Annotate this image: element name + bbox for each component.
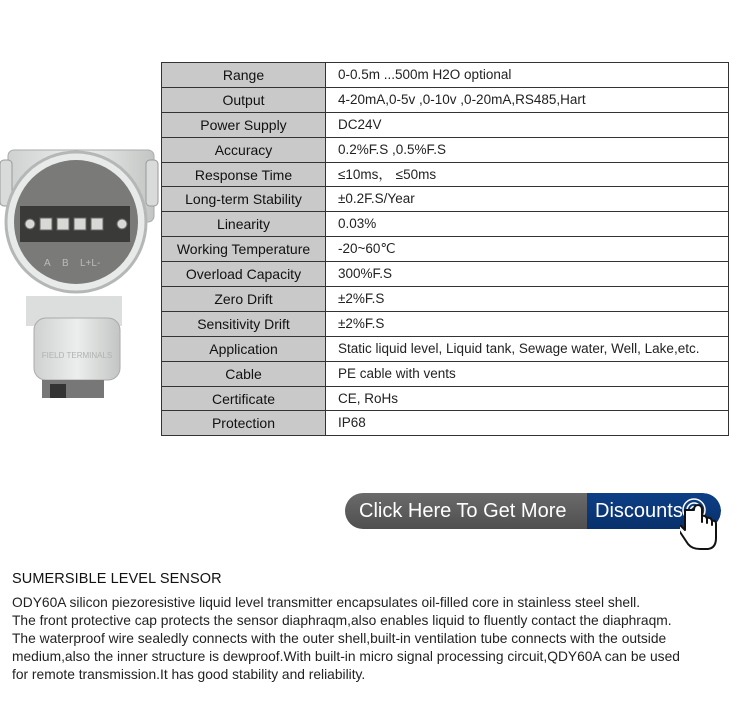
description-line: The front protective cap protects the sensor diaphraqm,also enables liquid to fluently contact the diaphraqm.: [12, 613, 672, 628]
spec-label: Response Time: [162, 162, 326, 187]
spec-label: Application: [162, 336, 326, 361]
spec-label: Working Temperature: [162, 237, 326, 262]
spec-row: [162, 287, 729, 312]
description-line: medium,also the inner structure is dewproof.With built-in micro signal processing circuit,QDY60A can be used: [12, 649, 680, 664]
spec-row: [162, 212, 729, 237]
spec-value: Static liquid level, Liquid tank, Sewage water, Well, Lake,etc.: [326, 336, 729, 361]
spec-row: [162, 237, 729, 262]
pointer-hand-icon: [680, 494, 730, 552]
description-line: The waterproof wire sealedly connects with the outer shell,built-in ventilation tube connects with the outside: [12, 631, 667, 646]
spec-label: Linearity: [162, 212, 326, 237]
spec-value: 0-0.5m ...500m H2O optional: [326, 63, 729, 88]
spec-value: 0.03%: [326, 212, 729, 237]
spec-row: [162, 187, 729, 212]
spec-row: [162, 87, 729, 112]
spec-row: [162, 137, 729, 162]
spec-value: DC24V: [326, 112, 729, 137]
spec-label: Long-term Stability: [162, 187, 326, 212]
cta-left-label: Click Here To Get More: [345, 493, 587, 529]
spec-value: ±0.2F.S/Year: [326, 187, 729, 212]
spec-label: Zero Drift: [162, 287, 326, 312]
description-title: SUMERSIBLE LEVEL SENSOR: [12, 571, 222, 587]
spec-row: [162, 311, 729, 336]
spec-table: [161, 62, 729, 436]
spec-label: Protection: [162, 411, 326, 436]
spec-row: [162, 361, 729, 386]
spec-row: [162, 411, 729, 436]
spec-label: Overload Capacity: [162, 262, 326, 287]
svg-text:A: A: [44, 258, 51, 269]
description-line: ODY60A silicon piezoresistive liquid level transmitter encapsulates oil-filled core in stainless steel shell.: [12, 595, 641, 610]
level-transmitter-image: [0, 148, 160, 398]
spec-row: [162, 112, 729, 137]
spec-value: CE, RoHs: [326, 386, 729, 411]
svg-text:B: B: [62, 258, 69, 269]
spec-row: [162, 336, 729, 361]
spec-value: IP68: [326, 411, 729, 436]
spec-value: ≤10ms， ≤50ms: [326, 162, 729, 187]
spec-label: Output: [162, 87, 326, 112]
spec-label: Range: [162, 63, 326, 88]
spec-value: 4-20mA,0-5v ,0-10v ,0-20mA,RS485,Hart: [326, 87, 729, 112]
description-line: for remote transmission.It has good stability and reliability.: [12, 667, 366, 682]
spec-label: Certificate: [162, 386, 326, 411]
spec-row: [162, 386, 729, 411]
cover-text: FIELD TERMINALS: [41, 351, 113, 360]
description-body: [12, 594, 747, 684]
spec-row: [162, 262, 729, 287]
spec-label: Cable: [162, 361, 326, 386]
spec-value: 300%F.S: [326, 262, 729, 287]
spec-label: Power Supply: [162, 112, 326, 137]
spec-value: 0.2%F.S ,0.5%F.S: [326, 137, 729, 162]
spec-value: ±2%F.S: [326, 311, 729, 336]
spec-label: Accuracy: [162, 137, 326, 162]
spec-row: [162, 63, 729, 88]
spec-value: ±2%F.S: [326, 287, 729, 312]
spec-value: -20~60℃: [326, 237, 729, 262]
spec-row: [162, 162, 729, 187]
spec-value: PE cable with vents: [326, 361, 729, 386]
cta-right-label: Discounts: [587, 493, 721, 529]
spec-label: Sensitivity Drift: [162, 311, 326, 336]
svg-text:L+L-: L+L-: [80, 258, 101, 269]
discount-cta-button[interactable]: [345, 493, 721, 529]
